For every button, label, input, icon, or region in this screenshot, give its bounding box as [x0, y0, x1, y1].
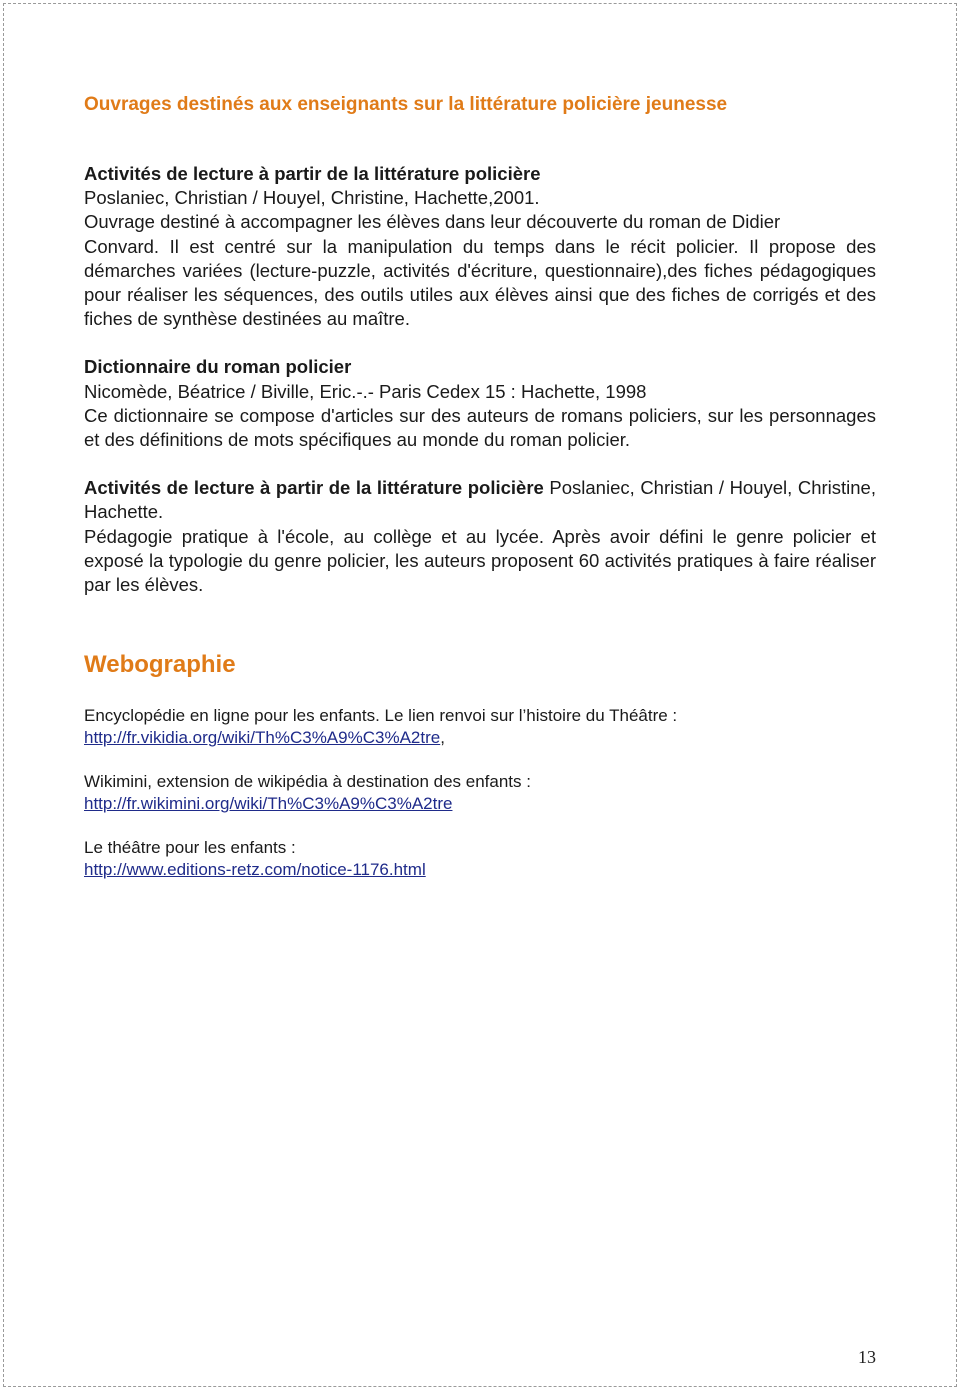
book-description: Convard. Il est centré sur la manipulation du temps dans le récit policier. Il propose des démarches variées (lecture-puzzle, activités d'écriture, questionnaire),des fiches pédagogiques pour réaliser les séquences, des outils utiles aux élèves ainsi que des fiches de corrigés et des fiches de synthèse destinées au maître. — [84, 235, 876, 330]
book-title: Activités de lecture à partir de la littérature policière — [84, 477, 544, 499]
book-description: Ce dictionnaire se compose d'articles sur des auteurs de romans policiers, sur les personnages et des définitions de mots spécifiques au monde du roman policier. — [84, 404, 876, 451]
editions-retz-link[interactable]: http://www.editions-retz.com/notice-1176.html — [84, 860, 426, 880]
book-description: Pédagogie pratique à l'école, au collège et au lycée. Après avoir défini le genre policier et exposé la typologie du genre policier, les auteurs proposent 60 activités pratiques à faire réaliser par les élèves. — [84, 525, 876, 596]
wikimini-link[interactable]: http://fr.wikimini.org/wiki/Th%C3%A9%C3%A2tre — [84, 794, 453, 814]
web-link-entry — [84, 705, 876, 749]
web-link-description: Wikimini, extension de wikipédia à destination des enfants : — [84, 772, 531, 792]
book-authors: Nicomède, Béatrice / Biville, Eric.-.- Paris Cedex 15 : Hachette, 1998 — [84, 380, 647, 402]
section-title: Ouvrages destinés aux enseignants sur la littérature policière jeunesse — [84, 94, 728, 115]
web-link-entry — [84, 771, 876, 815]
book-description-line: Ouvrage destiné à accompagner les élèves dans leur découverte du roman de Didier — [84, 211, 781, 233]
web-link-entry — [84, 837, 876, 881]
book-title: Dictionnaire du roman policier — [84, 356, 352, 378]
book-entry — [84, 476, 876, 597]
web-link-description: Encyclopédie en ligne pour les enfants. Le lien renvoi sur l’histoire du Théâtre : — [84, 706, 678, 726]
book-authors: Poslaniec, Christian / Houyel, Christine, Hachette,2001. — [84, 187, 540, 209]
page-content — [84, 94, 876, 881]
webographie-title: Webographie — [84, 651, 236, 679]
book-entry — [84, 355, 876, 452]
vikidia-link[interactable]: http://fr.vikidia.org/wiki/Th%C3%A9%C3%A2tre — [84, 728, 441, 748]
book-authors: Poslaniec, Christian / Houyel, Christine, Hachette. — [84, 477, 876, 523]
web-link-description: Le théâtre pour les enfants : — [84, 838, 296, 858]
book-title: Activités de lecture à partir de la littérature policière — [84, 163, 541, 184]
link-suffix: , — [440, 728, 445, 748]
book-entry — [84, 162, 876, 331]
page-number: 13 — [858, 1347, 876, 1367]
